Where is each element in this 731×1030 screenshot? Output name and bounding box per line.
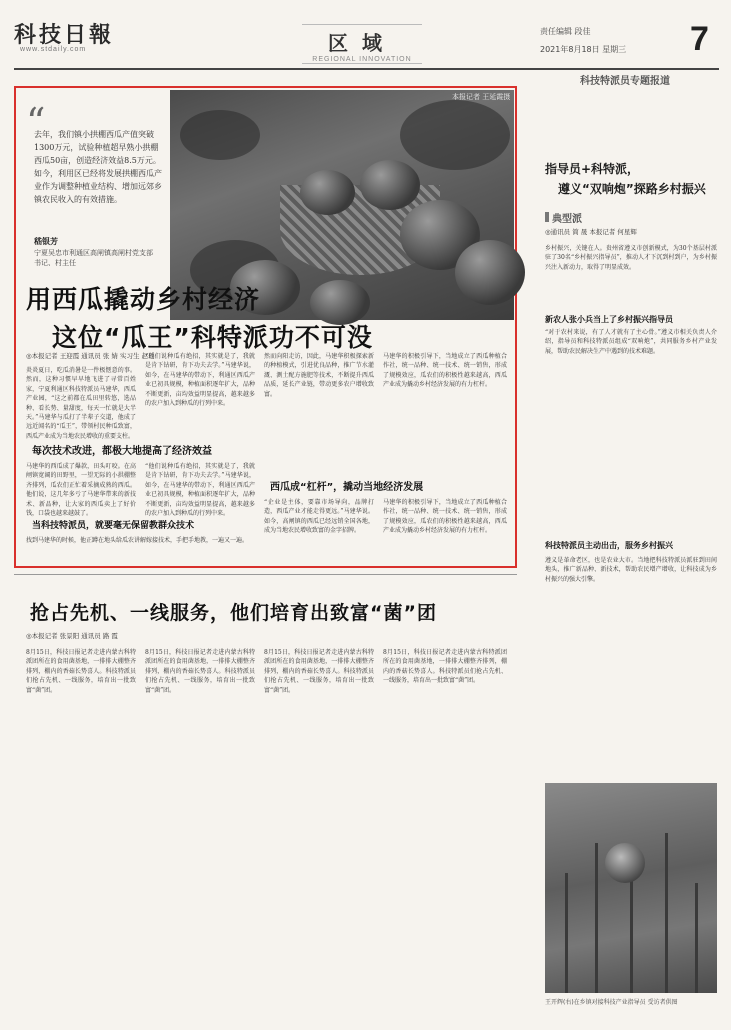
feature-column-3b: “企业是主体，要靠市场导向，品牌打造，西瓜产业才能走得更远。”马建华说。如今，高闸镇的西瓜已经远销全国各地，成为当地农民增收致富的金字招牌。	[264, 499, 374, 535]
sidebar-text-2: “对于农村来说，有了人才就有了主心骨。”遵义市相关负责人介绍，指导员和科技特派员组成“双响炮”，共同服务乡村产业发展，帮助农民解决生产中遇到的技术难题。	[545, 329, 717, 355]
sidebar-headline-line1[interactable]: 指导员+科特派，	[545, 162, 640, 176]
feature-column-1: 炎炎夏日，吃瓜消暑是一件极惬意的事。然而，这种习惯早早地飞进了寻常百姓家，宁夏利通区科技特派员马建华，西瓜产业园，“这之前都在瓜田里转悠，选品种、看长势、量甜度，每天一忙就是大半天。”马建华与瓜打了半辈子交道，他成了远近闻名的“瓜王”，带领村民种瓜致富，西瓜产业成为当地农民增收的重要支柱。	[26, 367, 136, 440]
sidebar-headline-line2[interactable]: 遵义“双响炮”探路乡村振兴	[558, 182, 706, 196]
section-title: 区域	[328, 31, 396, 55]
feature-column-2b: “他们说种瓜有绝招，其实就是了，我就是肯下钻研，肯下功夫去学。”马建华说，如今，在马建华的带动下，利通区西瓜产业已初具规模，种植面积逐年扩大，品种不断更新，亩均效益明显提高，越来越多的农户加入到种瓜的行列中来。	[145, 463, 255, 518]
pull-quote: 去年，我们镇小拱棚西瓜产值突破1300万元，试验种植超早熟小拱棚西瓜50亩，创造经济效益8.5万元。如今，利用区已经将发展拱棚西瓜产业作为调整种植业结构、增加远郊乡镇农民收入的有效措施。	[34, 130, 162, 204]
special-report-label: 科技特派员专题报道	[580, 76, 670, 87]
masthead-divider	[14, 68, 719, 70]
quote-mark-icon: “	[26, 100, 46, 144]
photo-credit: 本报记者 王延霞摄	[452, 93, 511, 101]
page-number: 7	[690, 20, 709, 58]
sidebar-subhead-2: 科技特派员主动出击，服务乡村振兴	[545, 541, 673, 550]
issue-date: 2021年8月18日 星期三	[540, 45, 627, 54]
quote-author-title: 宁夏吴忠市利通区高闸镇高闸村党支部书记、村主任	[34, 249, 153, 267]
lower-column-4: 8月15日，科技日报记者走进内蒙古科特派团所在的食用菌基地，一排排大棚整齐排列，棚内的香菇长势喜人。科技特派员们抢占先机、一线服务，培育出一批致富“菌”团。	[383, 649, 507, 685]
section-banner	[302, 24, 422, 64]
feature-subhead-1: 每次技术改进，都极大地提高了经济效益	[32, 446, 212, 457]
feature-column-2: “他们说种瓜有绝招，其实就是了，我就是肯下钻研，肯下功夫去学。”马建华说，如今，在马建华的带动下，利通区西瓜产业已初具规模，种植面积逐年扩大，品种不断更新，亩均效益明显提高，越来越多的农户加入到种瓜的行列中来。	[145, 353, 255, 408]
lower-column-2: 8月15日，科技日报记者走进内蒙古科特派团所在的食用菌基地，一排排大棚整齐排列，棚内的香菇长势喜人。科技特派员们抢占先机、一线服务，培育出一批致富“菌”团。	[145, 649, 255, 694]
sidebar-photo-caption: 王开辉(右)在乡镇对接科技产业指导员 受访者供图	[545, 999, 678, 1006]
feature-column-4b: 马建华的积极引导下，当地成立了西瓜种植合作社，统一品种、统一技术、统一销售，形成了规模效应，瓜农们的积极性越来越高，西瓜产业成为撬动乡村经济发展的有力杠杆。	[383, 499, 507, 535]
quote-author-name: 嵇银芳	[34, 237, 58, 246]
newspaper-logo: 科技日報	[14, 22, 115, 48]
editor-credit: 责任编辑 段佳	[540, 27, 591, 36]
sidebar-text-3: 遵义是革命老区，也是农业大市。当地把科技特派员派驻到田间地头，推广新品种、新技术，帮助农民增产增收，让科技成为乡村振兴的强大引擎。	[545, 557, 717, 583]
feature-byline: ◎本报记者 王迎霞 通讯员 张 婧 实习生 赵瑶	[26, 352, 155, 360]
lower-story-byline: ◎本报记者 张景阳 通讯员 路 霞	[26, 632, 118, 640]
farmer-photo	[545, 783, 717, 993]
website-url: www.stdaily.com	[20, 46, 87, 53]
sidebar-byline: ◎通讯员 简 晟 本报记者 何星辉	[545, 228, 637, 236]
typical-label: 典型派	[552, 214, 582, 225]
lower-column-3: 8月15日，科技日报记者走进内蒙古科特派团所在的食用菌基地，一排排大棚整齐排列，棚内的香菇长势喜人。科技特派员们抢占先机、一线服务，培育出一批致富“菌”团。	[264, 649, 374, 694]
feature-column-1b: 马建华的西瓜成了爆款，田头叮咬。在高闸镇宽阔的田野里，一望无际的小拱棚整齐排列，瓜农们正忙着采摘成熟的西瓜。他们说，这几年多亏了马建华带来的新技术、新品种，让大家的西瓜卖上了好价钱，口袋也越来越鼓了。	[26, 463, 136, 518]
sidebar-subhead-1: 新农人张小兵当上了乡村振兴指导员	[545, 315, 673, 324]
feature-subhead-3: 西瓜成“杠杆”，撬动当地经济发展	[270, 482, 424, 493]
feature-subhead-2: 当科技特派员，就要毫无保留教群众技术	[32, 521, 195, 531]
feature-column-4: 马建华的积极引导下，当地成立了西瓜种植合作社，统一品种、统一技术、统一销售，形成了规模效应，瓜农们的积极性越来越高，西瓜产业成为撬动乡村经济发展的有力杠杆。	[383, 353, 507, 389]
typical-marker-icon	[545, 212, 549, 222]
feature-column-1c: 找到马建华的时候，他正蹲在地头给瓜农讲解嫁接技术，手把手地教，一遍又一遍。	[26, 537, 249, 544]
feature-column-3: 然而向阳走访，因此，马建华积极探索新的种植模式，引进优良品种，推广节水灌溉、测土配方施肥等技术，不断提升西瓜品质，延长产业链，带动更多农户增收致富。	[264, 353, 374, 398]
lower-divider	[14, 574, 517, 575]
sidebar-text-1: 乡村振兴，关键在人。贵州省遵义市创新模式，为30个基层村派驻了30名“乡村振兴指导员”，推动人才下沉到村到户，为乡村振兴注入新动力，取得了明显成效。	[545, 245, 717, 271]
lower-story-headline[interactable]: 抢占先机、一线服务，他们培育出致富“菌”团	[30, 602, 437, 624]
feature-headline-line2[interactable]: 这位“瓜王”科特派功不可没	[52, 323, 373, 352]
lower-column-1: 8月15日，科技日报记者走进内蒙古科特派团所在的食用菌基地，一排排大棚整齐排列，棚内的香菇长势喜人。科技特派员们抢占先机、一线服务，培育出一批致富“菌”团。	[26, 649, 136, 694]
feature-headline-line1[interactable]: 用西瓜撬动乡村经济	[26, 285, 261, 314]
section-subtitle: REGIONAL INNOVATION	[312, 56, 412, 63]
